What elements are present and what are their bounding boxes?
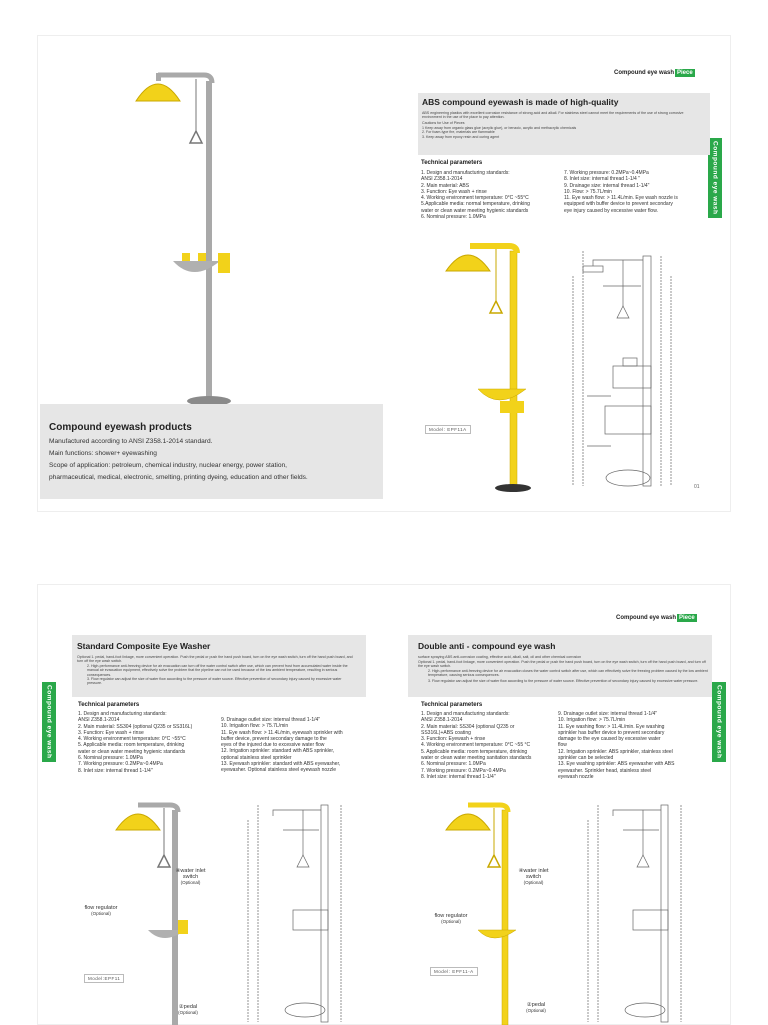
param-item: water or clean water meeting hygienic standards: [421, 207, 529, 214]
param-item: 10. Flow: > 75.7L/min: [564, 188, 612, 195]
param-item: eyewasher. Sprinkler head, stainless steel: [558, 767, 652, 774]
params-right-list: [564, 170, 714, 214]
param-item: 9. Drainage outlet size: internal thread 1-1/4": [221, 717, 321, 723]
pull-handle: [190, 131, 202, 143]
param-item: eyes of the injured due to excessive water flow: [221, 742, 325, 749]
note: Optional 1. pedal, hand-foot linkage, more convenient operation. Push the pedal or push the hand push board, turn on the eye wash switch, turn off the hand push board, and turn off the eye wash switch.: [418, 659, 706, 668]
params-title: Technical parameters: [421, 702, 483, 708]
param-item: 11. Eye washing flow: > 11.4L/min. Eye washing: [558, 723, 665, 730]
params-right-list: [221, 717, 371, 774]
note: 2. High-performance anti-freezing device for air evacuation can turn off the water control switch after use, which can prevent frost from accumulated water inside the manual air evacuation equipment, effectively solve the problem that the pipeline can not be used because of the low ambient temperature, resulting in serious consequences.: [87, 664, 348, 677]
param-item: ANSI Z358.1-2014: [78, 717, 120, 724]
param-item: eyewasher. Optional stainless steel eyewash nozzle: [221, 767, 337, 774]
side-tab-right: Compound eye wash: [712, 682, 726, 762]
section-title: ABS compound eyewash is made of high-quality: [422, 97, 619, 107]
param-item: 11. Eye wash flow: > 11.4L/min. Eye wash nozzle is: [564, 195, 678, 202]
dimension-drawing-left: [233, 800, 363, 1022]
stainless-shower-illustration: [128, 61, 238, 406]
note: 2. High-performance anti-freezing device for air evacuation closes the water control switch after use, which can effectively solve the freezing problem caused by the low ambient temperature, causing serious consequences.: [428, 668, 708, 677]
param-item: 3. Function: Eye wash + rinse: [421, 188, 487, 195]
param-item: eyewash nozzle: [558, 773, 594, 780]
callout-water-switch: ④water inlet switch (Optional): [518, 868, 549, 885]
caution-item: 1 Keep away from organic glass glue (acrylic glue), or benzoic, acrylic and methacrylic chemicals: [422, 125, 577, 130]
param-item: 11. Eye wash flow: > 11.4L/min, eyewash sprinkler with: [221, 729, 343, 736]
callout-flow-regulator: flow regulator (Optional): [434, 913, 468, 924]
param-item: 5. Applicable media: room temperature, drinking: [78, 742, 185, 749]
callout-pedal: ②pedal (Optional): [178, 1004, 198, 1015]
param-item: 2. Main material: SS304 (optional Q235 or: [421, 723, 515, 730]
param-item: water or clean water meeting sanitation standards: [421, 755, 532, 762]
header-badge: Piece: [679, 615, 695, 621]
param-item: 12. Irrigation sprinkler: ABS sprinkler, stainless steel: [558, 748, 673, 755]
param-item: 13. Eyewash sprinkler: standard with ABS eyewasher,: [221, 761, 341, 768]
param-item: 3. Function: Eyewash + rinse: [421, 736, 486, 743]
param-item: optional stainless steel sprinkler: [221, 754, 292, 761]
products-line: pharmaceutical, medical, electronic, smelting, printing dyeing, education and other fields.: [49, 474, 308, 481]
header-tag: Compound eye wash Piece: [614, 70, 693, 76]
param-item: 2. Main material: ABS: [421, 182, 470, 189]
header-tag: Compound eye wash Piece: [616, 615, 695, 621]
param-item: 9. Drainage outlet size: internal thread 1-1/4": [558, 711, 658, 717]
products-title: Compound eyewash products: [49, 422, 192, 433]
model-label: Model: EPF11A: [425, 425, 471, 434]
products-line: Manufactured according to ANSI Z358.1-2014 standard.: [49, 438, 213, 445]
param-item: 6. Nominal pressure: 1.0MPa: [421, 761, 486, 768]
param-item: ANSI Z358.1-2014: [421, 717, 463, 724]
param-item: 13. Eye washing sprinkler: ABS eyewasher with ABS: [558, 761, 675, 768]
params-title: Technical parameters: [421, 160, 483, 166]
caution-item: 3. Keep away from epoxy resin and curing agent: [422, 134, 500, 139]
dimension-drawing-right: [573, 800, 703, 1022]
param-item: 7. Working pressure: 0.2MPa~0.4MPa: [421, 767, 506, 774]
note: 3. Flow regulator can adjust the size of water flow according to the pressure of water source. Effective prevention of secondary injury caused by excessive water pressure.: [87, 677, 342, 686]
param-item: 8. Inlet size: internal thread 1-1/4": [421, 773, 496, 780]
callout-flow-regulator: flow regulator (Optional): [84, 905, 118, 916]
params-left-list: [421, 711, 561, 780]
param-item: SS316L)+ABS coating: [421, 729, 471, 736]
params-left-list: [78, 711, 223, 774]
side-tab: Compound eye wash: [708, 138, 722, 218]
param-item: 6. Nominal pressure: 1.0MPa: [78, 755, 143, 762]
param-item: 6. Nominal pressure: 1.0MPa: [421, 214, 486, 221]
header-badge: Piece: [677, 70, 693, 76]
param-item: 1. Design and manufacturing standards:: [78, 711, 167, 717]
params-title: Technical parameters: [78, 702, 140, 708]
callout-water-switch: ④water inlet switch (Optional): [175, 868, 206, 885]
products-panel: [40, 404, 383, 499]
param-item: water or clean water meeting hygienic standards: [78, 748, 186, 755]
param-item: 12. Irrigation sprinkler: standard with ABS sprinkler,: [221, 748, 335, 755]
param-item: 10. Irrigation flow: > 75.7L/min: [558, 717, 626, 724]
intro-text: ABS engineering plastics with excellent corrosion resistance of strong acid and alkali. For stainless steel cannot meet the requirements of the use of strong corrosive environment in the use of the place to pay attention.: [422, 111, 684, 120]
param-item: sprinkler can be selected: [558, 755, 614, 762]
right-title: Double anti - compound eye wash: [418, 641, 556, 651]
param-item: ANSI Z358.1-2014: [421, 176, 463, 183]
param-item: equipped with buffer device to prevent secondary: [564, 201, 673, 208]
left-title: Standard Composite Eye Washer: [77, 641, 211, 651]
param-item: 8. Inlet size: internal thread 1-1/4 ": [564, 176, 640, 183]
param-item: 7. Working pressure: 0.2MPa~0.4MPa: [78, 761, 163, 768]
standard-washer-panel: [72, 635, 366, 697]
param-item: 10. Irrigation flow: > 75.7L/min: [221, 723, 289, 730]
dimension-drawing: [543, 246, 693, 491]
abs-intro-panel: [418, 93, 710, 155]
model-label: Model: EPF11-A: [430, 967, 478, 976]
shower-head: [136, 84, 180, 101]
page-number: 01: [694, 484, 700, 490]
param-item: 4. Working environment temperature: 0°C ~55°C: [421, 195, 529, 202]
param-item: 4. Working environment temperature: 0°C ~55 °C: [421, 742, 531, 749]
products-line: Main functions: shower+ eyewashing: [49, 450, 157, 457]
side-tab-left: Compound eye wash: [42, 682, 56, 762]
note: surface spraying ABS anti-corrosion coating, effective acid, alkali, salt, oil and other chemical corrosion: [418, 655, 582, 659]
param-item: eye injury caused by excessive water flow.: [564, 207, 658, 214]
double-anti-panel: [408, 635, 712, 697]
abs-shower-illustration: [438, 241, 548, 491]
caution-title: Cautions for Use of Pieces: [422, 121, 465, 125]
param-item: 9. Drainage size: internal thread 1-1/4": [564, 182, 650, 189]
note: Optional 1. pedal, hand-foot linkage, more convenient operation. Push the pedal or push the hand push board, turn on the eye wash switch, turn off the hand push board, and turn off the eye wash switch.: [77, 655, 353, 664]
param-item: 5.Applicable media: normal temperature, drinking: [421, 201, 530, 208]
model-label: Model:EPF11: [84, 974, 124, 983]
param-item: damage to the eye caused by excessive water: [558, 736, 661, 743]
catalog-page-2: [38, 585, 730, 1024]
vertical-pipe: [206, 81, 212, 401]
top-arm: [158, 75, 212, 83]
param-item: 2. Main material: SS304 (optional Q235 or SS316L): [78, 723, 193, 730]
caution-item: 2. For foam-type fire, materials are flammable: [422, 130, 495, 134]
note: 3. Flow regulator can adjust the size of water flow according to the pressure of water source. Effective prevention of secondary injury caused by excessive water pressure.: [428, 679, 699, 683]
catalog-page-1: [38, 36, 730, 511]
products-line: Scope of application: petroleum, chemical industry, nuclear energy, power station,: [49, 462, 287, 469]
eyewash-bowl: [173, 261, 220, 272]
param-item: flow: [558, 742, 567, 749]
param-item: 1. Design and manufacturing standards:: [421, 711, 510, 717]
push-flag: [218, 253, 230, 273]
param-item: 8. Inlet size: internal thread 1-1/4": [78, 767, 153, 774]
param-item: buffer device, prevent secondary damage to the: [221, 735, 327, 742]
params-right-list: [558, 711, 708, 780]
param-item: 7. Working pressure: 0.2MPa~0.4MPa: [564, 170, 649, 176]
param-item: 4. Working environment temperature: 0°C ~55°C: [78, 736, 186, 743]
param-item: 5. Applicable media: room temperature, drinking: [421, 748, 528, 755]
param-item: 1. Design and manufacturing standards:: [421, 170, 510, 176]
param-item: 3. Function: Eye wash + rinse: [78, 729, 144, 736]
params-left-list: [421, 170, 566, 220]
param-item: sprinkler has buffer device to prevent secondary: [558, 729, 665, 736]
callout-pedal: ②pedal (Optional): [526, 1002, 546, 1013]
